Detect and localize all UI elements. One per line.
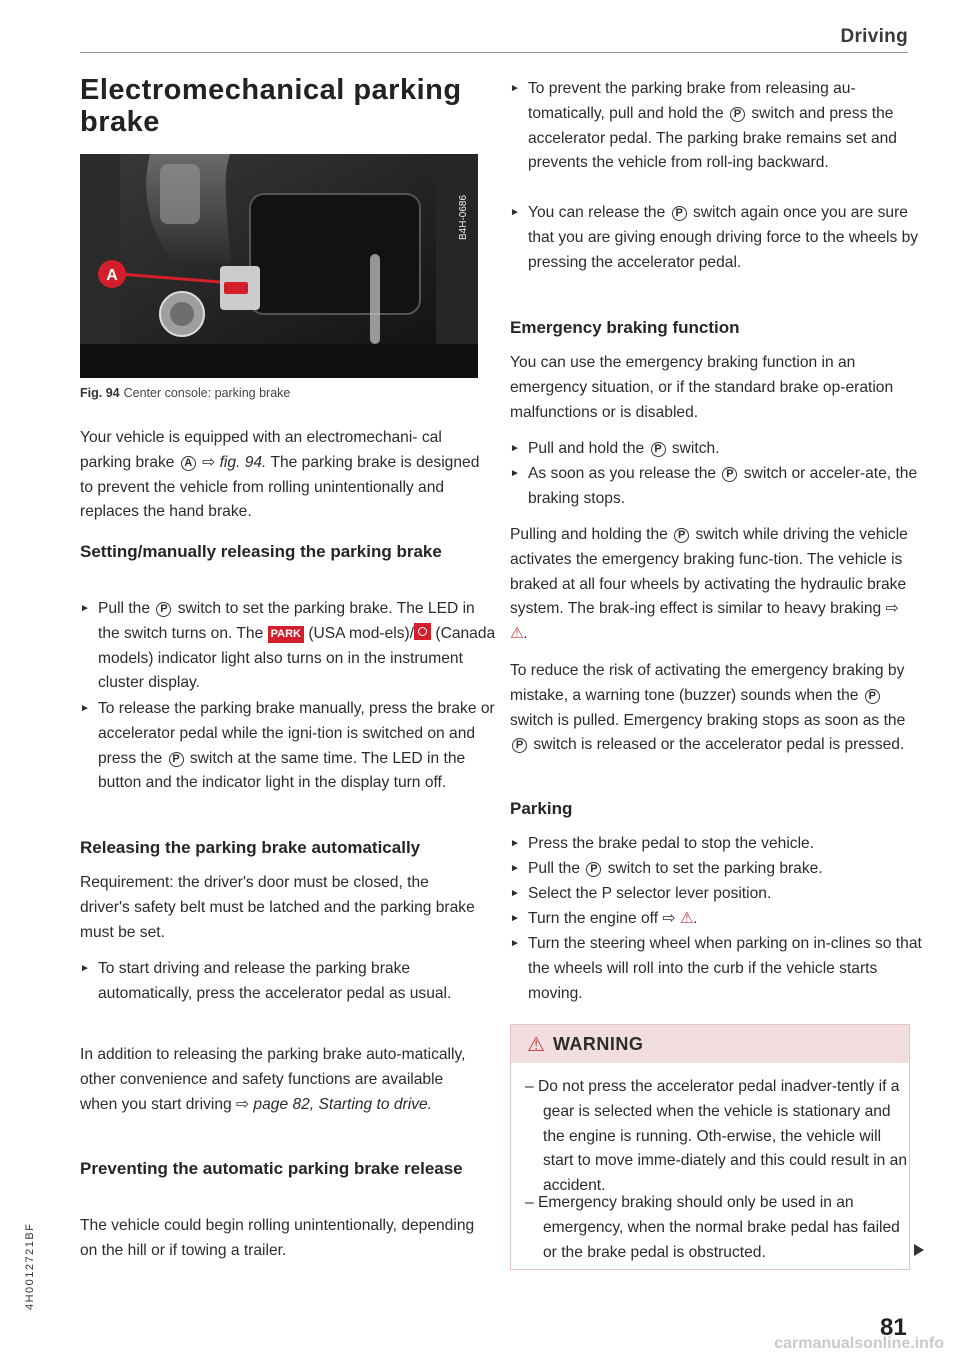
p-switch-icon: P <box>730 107 745 122</box>
bullet-prevent-release: ► To prevent the parking brake from releasing au-tomatically, pull and hold the P switch and press the accelerator pedal. The parking brake remains set and prevents the vehicle from roll-ing backward. <box>510 77 928 176</box>
park-indicator-icon: PARK <box>268 626 304 643</box>
arrow-icon: ► <box>510 207 520 218</box>
bullet-set-brake: ► Pull the P switch to set the parking brake. The LED in the switch turns on. The PARK (USA mod-els)/ (Canada models) indicator light also turns on in the instrument cluster display. <box>80 597 498 696</box>
arrow-icon: ► <box>510 863 520 874</box>
p-switch-icon: P <box>674 528 689 543</box>
brake-indicator-icon <box>414 623 431 640</box>
prevent-paragraph: The vehicle could begin rolling unintentionally, depending on the hill or if towing a trailer. <box>80 1217 475 1259</box>
addition-paragraph: In addition to releasing the parking brake auto-matically, other convenience and safety functions are available when you start driving ⇨ page 82, Starting to drive. <box>80 1046 466 1113</box>
center-console-photo <box>80 154 478 378</box>
bullet-engine-off: ► Turn the engine off ⇨ ⚠. <box>510 907 928 932</box>
p-switch-icon: P <box>512 738 527 753</box>
figure-center-console <box>80 154 478 378</box>
warning-title: WARNING <box>552 1033 644 1054</box>
section-header: Driving <box>840 26 908 47</box>
callout-a-ref: A <box>181 456 196 471</box>
bullet-pull-switch: ► Pull the P switch to set the parking brake. <box>510 857 928 882</box>
heading-setting: Setting/manually releasing the parking brake <box>80 542 442 561</box>
bullet-braking-stops: ► As soon as you release the P switch or acceler-ate, the braking stops. <box>510 462 928 512</box>
page-ref-link[interactable]: ⇨ page 82, Starting to drive. <box>236 1095 433 1113</box>
heading-emergency: Emergency braking function <box>510 318 740 337</box>
arrow-icon: ► <box>510 83 520 94</box>
requirement-paragraph: Requirement: the driver's door must be closed, the driver's safety belt must be latched and the parking brake must be set. <box>80 874 475 941</box>
pulling-paragraph: Pulling and holding the P switch while driving the vehicle activates the emergency braking func-tion. The vehicle is braked at all four wheels by activating the hydraulic brake system. The brak-ing effect is similar to heavy braking ⇨ ⚠. <box>510 526 908 643</box>
p-switch-icon: P <box>722 467 737 482</box>
fig-ref-link[interactable]: ⇨ fig. 94. <box>202 453 267 471</box>
arrow-icon: ► <box>80 603 90 614</box>
p-switch-icon: P <box>156 602 171 617</box>
heading-auto-release: Releasing the parking brake automatically <box>80 838 421 857</box>
arrow-icon: ► <box>510 468 520 479</box>
continue-arrow-icon <box>914 1244 924 1256</box>
intro-paragraph: Your vehicle is equipped with an electromechani- cal parking brake A ⇨ fig. 94. The parking brake is designed to prevent the vehicle from rolling unintentionally and replaces the hand brake. <box>80 429 480 521</box>
warning-ref-link[interactable]: ⇨ ⚠. <box>510 600 899 643</box>
bullet-release-manual: ► To release the parking brake manually, press the brake or accelerator pedal while the igni-tion is switched on and press the P switch at the same time. The LED in the button and the indicator light in the display turn off. <box>80 697 498 796</box>
warning-triangle-icon: ⚠ <box>679 910 694 927</box>
heading-prevent-release: Preventing the automatic parking brake release <box>80 1159 463 1178</box>
figure-caption: Fig. 94 Center console: parking brake <box>80 386 291 400</box>
bullet-start-driving: ► To start driving and release the parking brake automatically, press the accelerator pedal as usual. <box>80 957 498 1007</box>
bullet-release-switch: ► You can release the P switch again once you are sure that you are giving enough driving force to the wheels by pressing the accelerator pedal. <box>510 201 928 275</box>
arrow-icon: ► <box>510 888 520 899</box>
warning-triangle-icon: ⚠ <box>527 1033 545 1056</box>
arrow-icon: ► <box>80 703 90 714</box>
arrow-icon: ► <box>510 938 520 949</box>
warning-item: – Emergency braking should only be used in an emergency, when the normal brake pedal has failed or the brake pedal is obstructed. <box>525 1194 900 1261</box>
page-number: 81 <box>880 1314 907 1341</box>
watermark: carmanualsonline.info <box>774 1335 944 1352</box>
p-switch-icon: P <box>169 752 184 767</box>
page-title: Electromechanical parking brake <box>80 74 462 138</box>
arrow-icon: ► <box>510 443 520 454</box>
p-switch-icon: P <box>651 442 666 457</box>
bullet-press-brake: ► Press the brake pedal to stop the vehicle. <box>510 832 928 857</box>
p-switch-icon: P <box>586 862 601 877</box>
callout-a: A <box>106 267 118 284</box>
p-switch-icon: P <box>672 206 687 221</box>
arrow-icon: ► <box>510 838 520 849</box>
p-switch-icon: P <box>865 689 880 704</box>
warning-ref-link[interactable]: ⇨ ⚠. <box>662 910 699 927</box>
heading-parking: Parking <box>510 799 573 818</box>
bullet-steering-wheel: ► Turn the steering wheel when parking on in-clines so that the wheels will roll into the curb if the vehicle starts moving. <box>510 932 928 1006</box>
figure-code: B4H-0686 <box>458 194 469 240</box>
bullet-select-p: ► Select the P selector lever position. <box>510 882 928 907</box>
header-rule <box>80 52 908 53</box>
arrow-icon: ► <box>510 913 520 924</box>
emergency-intro: You can use the emergency braking function in an emergency situation, or if the standard brake op-eration malfunctions or is disabled. <box>510 354 894 421</box>
warning-header <box>511 1025 909 1063</box>
bullet-pull-hold: ► Pull and hold the P switch. <box>510 437 928 462</box>
warning-triangle-icon: ⚠ <box>510 625 524 643</box>
warning-box <box>510 1024 910 1270</box>
warning-item: – Do not press the accelerator pedal inadver-tently if a gear is selected when the vehicle is stationary and the engine is running. Oth-erwise, the vehicle will start to move imme-diately and this could result in an accident. <box>525 1078 908 1195</box>
reduce-paragraph: To reduce the risk of activating the emergency braking by mistake, a warning tone (buzzer) sounds when the P switch is pulled. Emergency braking stops as soon as the P switch is released or the accelerator pedal is pressed. <box>510 662 906 754</box>
arrow-icon: ► <box>80 963 90 974</box>
